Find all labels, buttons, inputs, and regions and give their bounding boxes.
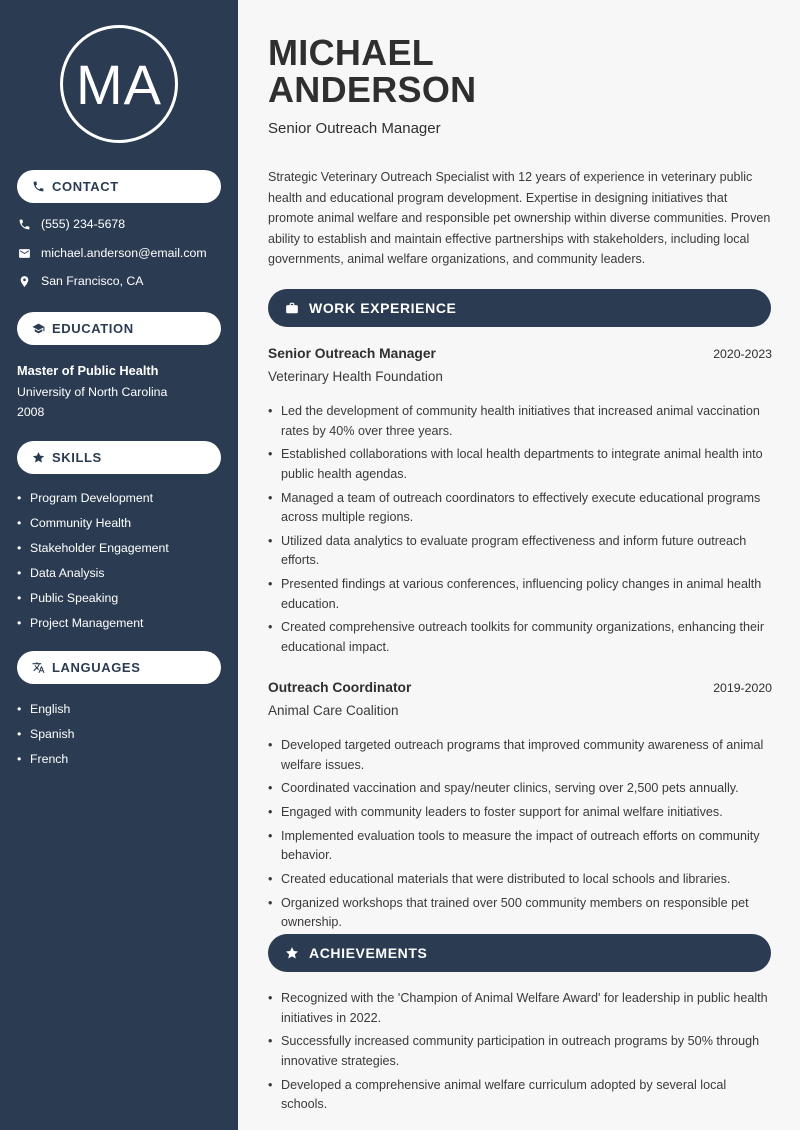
job-role-title: Senior Outreach Manager bbox=[268, 346, 436, 361]
list-item: • Created educational materials that were distributed to local schools and libraries. bbox=[268, 870, 772, 890]
map-pin-icon bbox=[17, 274, 31, 288]
job-role-title: Outreach Coordinator bbox=[268, 680, 412, 695]
skills-heading-label: SKILLS bbox=[52, 450, 102, 465]
phone-text: (555) 234-5678 bbox=[41, 217, 126, 231]
graduation-cap-icon bbox=[31, 322, 45, 336]
job-bullets bbox=[268, 402, 772, 662]
graduation-year: 2008 bbox=[17, 405, 45, 419]
education-heading bbox=[17, 312, 221, 345]
job-entry bbox=[268, 346, 772, 384]
monogram-avatar: MA bbox=[60, 25, 178, 143]
job-entry bbox=[268, 680, 772, 718]
contact-heading bbox=[17, 170, 221, 203]
list-item: • Successfully increased community participation in outreach programs by 50% through innovative strategies. bbox=[268, 1032, 772, 1071]
school: University of North Carolina bbox=[17, 384, 168, 399]
contact-phone bbox=[17, 217, 125, 231]
envelope-icon bbox=[17, 246, 31, 260]
skills-list bbox=[17, 489, 169, 639]
achievements-list bbox=[268, 989, 772, 1119]
list-item: • Spanish bbox=[17, 725, 74, 750]
list-item: • Presented findings at various conferences, influencing policy changes in animal health education. bbox=[268, 575, 772, 614]
star-icon bbox=[284, 945, 300, 961]
sidebar bbox=[0, 0, 238, 1130]
list-item: • Implemented evaluation tools to measure the impact of outreach efforts on community behavior. bbox=[268, 827, 772, 866]
list-item: • Organized workshops that trained over 500 community members on responsible pet ownership. bbox=[268, 894, 772, 933]
phone-icon bbox=[31, 180, 45, 194]
list-item: • Engaged with community leaders to foster support for animal welfare initiatives. bbox=[268, 803, 772, 823]
list-item: • French bbox=[17, 750, 74, 775]
list-item: • Stakeholder Engagement bbox=[17, 539, 169, 564]
list-item: • Developed a comprehensive animal welfare curriculum adopted by several local schools. bbox=[268, 1076, 772, 1115]
achievements-heading bbox=[268, 934, 771, 972]
education-entry bbox=[17, 361, 167, 423]
work-experience-heading bbox=[268, 289, 771, 327]
star-icon bbox=[31, 451, 45, 465]
job-bullets bbox=[268, 736, 772, 937]
job-dates: 2019-2020 bbox=[713, 681, 772, 695]
list-item: • Established collaborations with local health departments to integrate animal health into public health agendas. bbox=[268, 445, 772, 484]
languages-heading-label: LANGUAGES bbox=[52, 660, 141, 675]
translate-icon bbox=[31, 661, 45, 675]
education-heading-label: EDUCATION bbox=[52, 321, 134, 336]
name-line-last: ANDERSON bbox=[268, 69, 477, 110]
name-line-first: MICHAEL bbox=[268, 32, 435, 73]
contact-location bbox=[17, 274, 144, 288]
list-item: • Coordinated vaccination and spay/neuter clinics, serving over 2,500 pets annually. bbox=[268, 779, 772, 799]
job-title: Senior Outreach Manager bbox=[268, 120, 441, 137]
languages-heading bbox=[17, 651, 221, 684]
list-item: • Program Development bbox=[17, 489, 169, 514]
list-item: • Project Management bbox=[17, 614, 169, 639]
list-item: • Managed a team of outreach coordinators to effectively execute educational programs across multiple regions. bbox=[268, 489, 772, 528]
list-item: • Public Speaking bbox=[17, 589, 169, 614]
list-item: • Created comprehensive outreach toolkits for community organizations, enhancing their educational impact. bbox=[268, 618, 772, 657]
briefcase-icon bbox=[284, 300, 300, 316]
achievements-label: ACHIEVEMENTS bbox=[309, 945, 428, 961]
job-organization: Animal Care Coalition bbox=[268, 703, 399, 718]
contact-heading-label: CONTACT bbox=[52, 179, 119, 194]
list-item: • English bbox=[17, 700, 74, 725]
list-item: • Developed targeted outreach programs that improved community awareness of animal welfare issues. bbox=[268, 736, 772, 775]
skills-heading bbox=[17, 441, 221, 474]
list-item: • Community Health bbox=[17, 514, 169, 539]
person-name bbox=[268, 34, 476, 108]
list-item: • Utilized data analytics to evaluate program effectiveness and inform future outreach efforts. bbox=[268, 532, 772, 571]
job-dates: 2020-2023 bbox=[713, 347, 772, 361]
phone-icon bbox=[17, 217, 31, 231]
list-item: • Led the development of community health initiatives that increased animal vaccination rates by 40% over three years. bbox=[268, 402, 772, 441]
job-organization: Veterinary Health Foundation bbox=[268, 369, 443, 384]
degree: Master of Public Health bbox=[17, 363, 159, 378]
work-experience-label: WORK EXPERIENCE bbox=[309, 300, 457, 316]
email-text: michael.anderson@email.com bbox=[41, 246, 207, 260]
summary-paragraph: Strategic Veterinary Outreach Specialist with 12 years of experience in veterinary public health and educational program development. Expertise in designing initiatives that promote animal welfare and responsible pet ownership within diverse communities. Proven ability to establish and maintain effective partnerships with stakeholders, including local governments, animal welfare organizations, and community leaders. bbox=[268, 170, 771, 266]
contact-email bbox=[17, 246, 207, 260]
list-item: • Data Analysis bbox=[17, 564, 169, 589]
location-text: San Francisco, CA bbox=[41, 274, 144, 288]
languages-list bbox=[17, 700, 74, 775]
list-item: • Recognized with the 'Champion of Animal Welfare Award' for leadership in public health initiatives in 2022. bbox=[268, 989, 772, 1028]
